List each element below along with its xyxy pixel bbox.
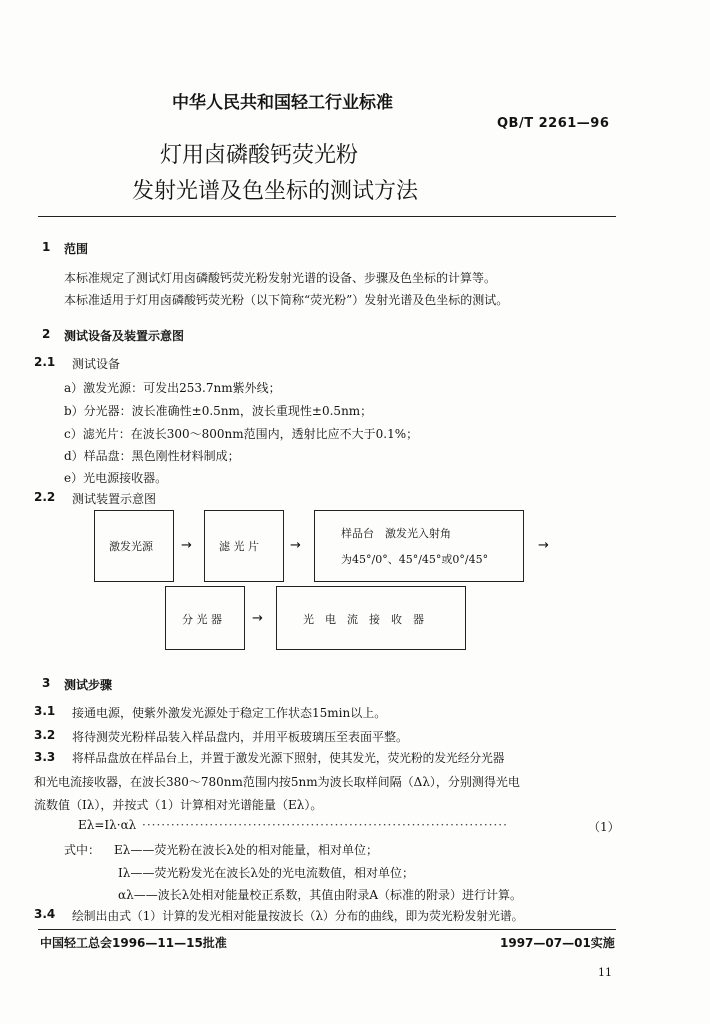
equipment-item-c: c）滤光片：在波长300～800nm范围内，透射比应不大于0.1%； bbox=[64, 427, 419, 441]
equipment-item-b: b）分光器：波长准确性±0.5nm，波长重现性±0.5nm； bbox=[64, 404, 373, 418]
header-divider bbox=[38, 216, 616, 217]
subsection-2-2-heading: 测试装置示意图 bbox=[72, 492, 157, 506]
sample-stage-label-line2: 为45°/0°、45°/45°或0°/45° bbox=[341, 553, 489, 566]
spectrometer-box bbox=[165, 586, 245, 650]
step-3-2-number: 3.2 bbox=[34, 728, 56, 742]
subsection-2-2-number: 2.2 bbox=[34, 490, 56, 504]
step-3-1-number: 3.1 bbox=[34, 704, 56, 718]
step-3-3-number: 3.3 bbox=[34, 750, 56, 764]
formula-leader-dots: ············································································ bbox=[142, 818, 508, 832]
document-title-line1: 灯用卤磷酸钙荧光粉 bbox=[160, 143, 359, 168]
where-label: 式中： bbox=[64, 843, 101, 857]
step-3-3-line2: 和光电流接收器，在波长380～780nm范围内按5nm为波长取样间隔（Δλ），分别测得光电 bbox=[34, 775, 520, 789]
section-2-heading: 测试设备及装置示意图 bbox=[64, 329, 185, 343]
photocurrent-receiver-label: 光 电 流 接 收 器 bbox=[303, 613, 424, 626]
subsection-2-1-number: 2.1 bbox=[34, 355, 56, 369]
excitation-source-box bbox=[94, 510, 174, 582]
section-3-heading: 测试步骤 bbox=[64, 678, 113, 692]
sample-stage-box bbox=[314, 510, 524, 582]
subsection-2-1-heading: 测试设备 bbox=[72, 357, 121, 371]
spectrometer-label: 分 光 器 bbox=[182, 613, 222, 626]
arrow-spectrometer-to-receiver: → bbox=[252, 611, 263, 626]
standard-number: QB/T 2261—96 bbox=[497, 116, 610, 131]
page-number: 11 bbox=[598, 966, 612, 979]
equipment-item-d: d）样品盘：黑色刚性材料制成； bbox=[64, 449, 240, 463]
excitation-source-label: 激发光源 bbox=[109, 540, 153, 553]
equipment-item-e: e）光电源接收器。 bbox=[64, 471, 168, 485]
section-1-number: 1 bbox=[42, 240, 51, 254]
org-title: 中华人民共和国轻工行业标准 bbox=[172, 93, 393, 113]
formula-1: Eλ=Iλ·αλ bbox=[78, 818, 137, 832]
step-3-3-line1: 将样品盘放在样品台上，并置于激发光源下照射，使其发光，荧光粉的发光经分光器 bbox=[72, 751, 505, 765]
step-3-4-number: 3.4 bbox=[34, 907, 56, 921]
footer-divider bbox=[38, 929, 616, 930]
where-definition-e: Eλ——荧光粉在波长λ处的相对能量，相对单位； bbox=[114, 843, 378, 857]
photocurrent-receiver-box bbox=[276, 586, 466, 650]
step-3-2-text: 将待测荧光粉样品装入样品盘内，并用平板玻璃压至表面平整。 bbox=[72, 730, 409, 744]
formula-number: （1） bbox=[588, 820, 620, 834]
filter-label: 滤 光 片 bbox=[219, 540, 259, 553]
where-definition-alpha: αλ——波长λ处相对能量校正系数，其值由附录A（标准的附录）进行计算。 bbox=[118, 888, 522, 902]
arrow-filter-to-sample: → bbox=[290, 538, 301, 553]
where-definition-i: Iλ——荧光粉发光在波长λ处的光电流数值，相对单位； bbox=[118, 866, 414, 880]
approval-date: 中国轻工总会1996—11—15批准 bbox=[40, 936, 227, 950]
section-1-paragraph-2: 本标准适用于灯用卤磷酸钙荧光粉（以下简称“荧光粉”）发射光谱及色坐标的测试。 bbox=[64, 293, 509, 307]
section-1-heading: 范围 bbox=[64, 242, 89, 256]
document-title-line2: 发射光谱及色坐标的测试方法 bbox=[132, 179, 419, 204]
arrow-sample-out: → bbox=[538, 538, 549, 553]
section-3-number: 3 bbox=[42, 676, 51, 690]
section-2-number: 2 bbox=[42, 327, 51, 341]
step-3-3-line3: 流数值（Iλ），并按式（1）计算相对光谱能量（Eλ）。 bbox=[34, 798, 323, 812]
equipment-item-a: a）激发光源：可发出253.7nm紫外线； bbox=[64, 381, 281, 395]
implementation-date: 1997—07—01实施 bbox=[500, 936, 615, 950]
arrow-source-to-filter: → bbox=[181, 538, 192, 553]
section-1-paragraph-1: 本标准规定了测试灯用卤磷酸钙荧光粉发射光谱的设备、步骤及色坐标的计算等。 bbox=[64, 271, 497, 285]
sample-stage-label-line1: 样品台 激发光入射角 bbox=[341, 527, 451, 540]
step-3-1-text: 接通电源，使紫外激发光源处于稳定工作状态15min以上。 bbox=[72, 706, 387, 720]
filter-box bbox=[204, 510, 284, 582]
step-3-4-text: 绘制出由式（1）计算的发光相对能量按波长（λ）分布的曲线，即为荧光粉发射光谱。 bbox=[72, 909, 524, 923]
